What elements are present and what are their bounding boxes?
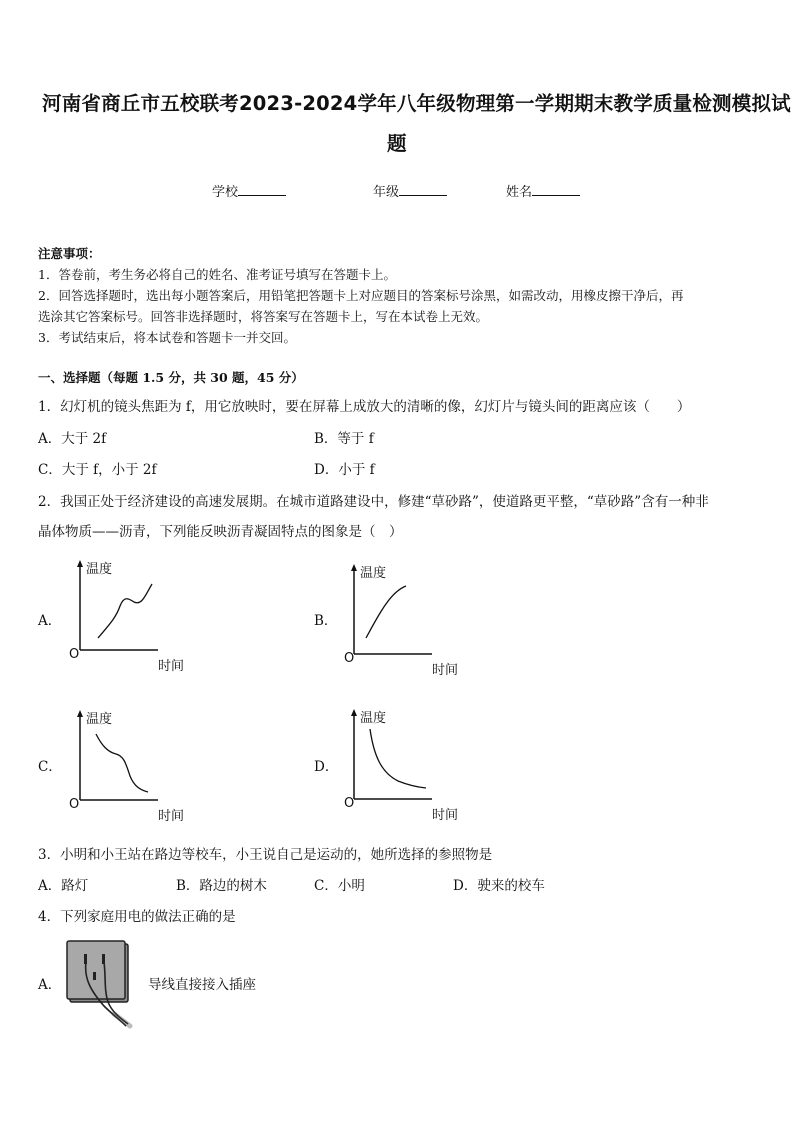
q1-option-b: B．等于 f xyxy=(314,431,374,447)
graph-c xyxy=(66,708,196,828)
x-axis-label: 时间 xyxy=(158,659,185,674)
q4-option-a-label: A． xyxy=(38,977,62,993)
section-heading: 一、选择题（每题 1.5 分，共 30 题，45 分） xyxy=(38,370,304,385)
curve-melting-amorphous xyxy=(366,586,406,638)
name-blank xyxy=(532,183,580,196)
socket-face xyxy=(67,941,125,999)
name-label: 姓名 xyxy=(506,185,533,200)
y-axis-label: 温度 xyxy=(86,712,113,727)
curve-solidifying-crystal xyxy=(96,734,148,792)
q3-option-c: C．小明 xyxy=(314,878,365,894)
school-label: 学校 xyxy=(212,185,239,200)
y-axis-arrow-icon xyxy=(351,709,357,716)
x-axis-label: 时间 xyxy=(432,808,459,823)
q3-option-d: D．驶来的校车 xyxy=(453,878,545,894)
origin-label: O xyxy=(69,797,80,812)
notice-heading: 注意事项： xyxy=(38,246,101,261)
origin-label: O xyxy=(344,796,355,811)
grade-field xyxy=(373,181,447,200)
y-axis-label: 温度 xyxy=(360,711,387,726)
notice-item: 1．答卷前，考生务必将自己的姓名、准考证号填写在答题卡上。 xyxy=(38,267,396,282)
socket-illustration xyxy=(64,938,136,1030)
y-axis-label: 温度 xyxy=(86,562,113,577)
x-axis-label: 时间 xyxy=(432,663,459,678)
graph-d xyxy=(340,707,470,827)
y-axis-arrow-icon xyxy=(351,564,357,571)
x-axis-label: 时间 xyxy=(158,809,185,824)
grade-label: 年级 xyxy=(373,185,400,200)
school-blank xyxy=(238,183,286,196)
q2-option-c-label: C． xyxy=(38,759,62,775)
q3-option-a: A．路灯 xyxy=(38,878,89,894)
socket-hole xyxy=(93,972,96,980)
question-3-stem: 3．小明和小王站在路边等校车，小王说自己是运动的，她所选择的参照物是 xyxy=(38,847,493,863)
origin-label: O xyxy=(344,651,355,666)
q1-option-a: A．大于 2f xyxy=(38,431,107,447)
socket-icon xyxy=(64,938,136,1030)
question-2-stem-continued: 晶体物质——沥青，下列能反映沥青凝固特点的图象是（ ） xyxy=(38,524,403,540)
graph-b xyxy=(340,562,470,682)
graph-a xyxy=(66,558,196,678)
q1-option-d: D．小于 f xyxy=(314,462,375,478)
question-1-stem: 1．幻灯机的镜头焦距为 f，用它放映时，要在屏幕上成放大的清晰的像，幻灯片与镜头间的距离应该（ ） xyxy=(38,399,691,415)
origin-label: O xyxy=(69,647,80,662)
q2-option-d-label: D． xyxy=(314,759,339,775)
notice-item: 3．考试结束后，将本试卷和答题卡一并交回。 xyxy=(38,330,296,345)
q2-option-b-label: B． xyxy=(314,613,338,629)
y-axis-label: 温度 xyxy=(360,566,387,581)
q2-option-a-label: A． xyxy=(38,613,62,629)
curve-melting-crystal xyxy=(98,584,152,638)
question-4-stem: 4．下列家庭用电的做法正确的是 xyxy=(38,909,236,925)
wire-cable xyxy=(114,1014,130,1026)
q3-option-b: B．路边的树木 xyxy=(176,878,267,894)
q1-option-c: C．大于 f，小于 2f xyxy=(38,462,157,478)
name-field xyxy=(506,181,580,200)
page-title: 河南省商丘市五校联考2023-2024学年八年级物理第一学期期末教学质量检测模拟试 xyxy=(42,92,791,115)
y-axis-arrow-icon xyxy=(77,560,83,567)
q4-option-a-caption: 导线直接接入插座 xyxy=(148,977,256,993)
y-axis-arrow-icon xyxy=(77,710,83,717)
curve-solidifying-amorphous xyxy=(370,729,426,788)
page-title-continued: 题 xyxy=(387,132,407,155)
notice-item: 选涂其它答案标号。回答非选择题时，将答案写在答题卡上，写在本试卷上无效。 xyxy=(38,309,489,324)
grade-blank xyxy=(399,183,447,196)
question-2-stem: 2．我国正处于经济建设的高速发展期。在城市道路建设中，修建“草砂路”，使道路更平整，“草砂路”含有一种非 xyxy=(38,494,709,510)
notice-item: 2．回答选择题时，选出每小题答案后，用铅笔把答题卡上对应题目的答案标号涂黑，如需改动，用橡皮擦干净后，再 xyxy=(38,288,684,303)
school-field xyxy=(212,181,286,200)
